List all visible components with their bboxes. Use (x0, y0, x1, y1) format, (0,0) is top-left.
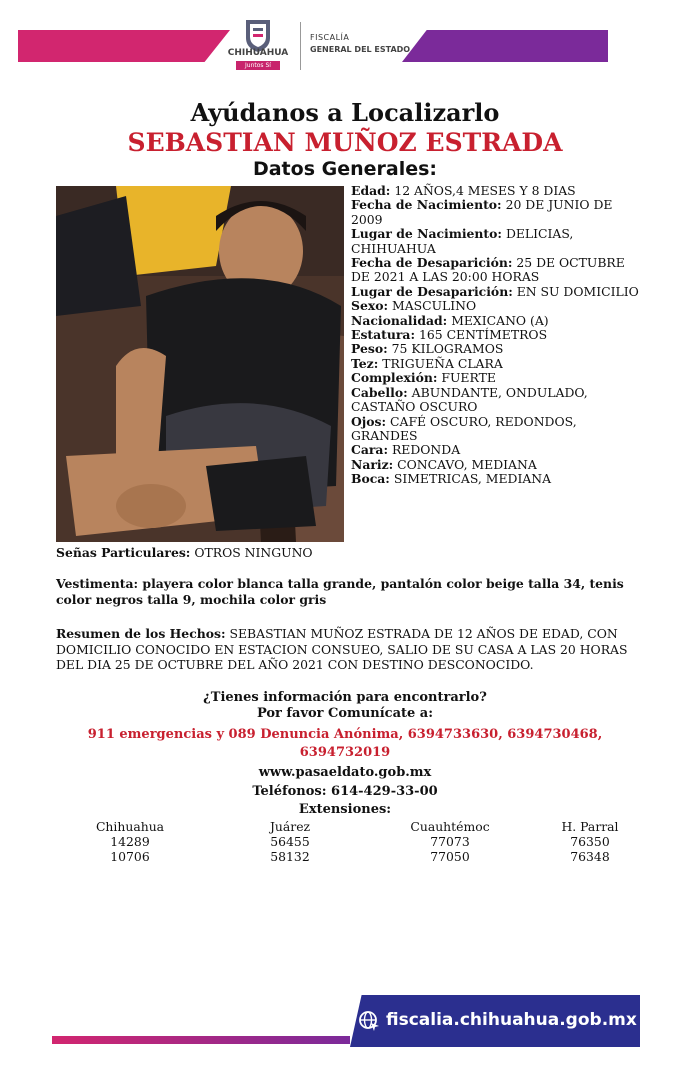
info-label: Lugar de Nacimiento: (351, 226, 502, 242)
extension-city: H. Parral (561, 819, 619, 834)
distinguishing-marks (56, 545, 656, 560)
info-label: Nariz: (351, 456, 394, 472)
extensions-label: Extensiones: (298, 802, 392, 817)
general-data-list (351, 184, 641, 487)
info-label: Fecha de Desaparición: (351, 255, 513, 271)
vestimenta-label: Vestimenta: (56, 576, 139, 591)
resumen-value: SEBASTIAN MUÑOZ ESTRADA DE 12 AÑOS DE EDAD, CON DOMICILIO CONOCIDO EN ESTACION CONSUEO, SALIO DE SU CASA A LAS 20 HORAS DEL DIA 25 DE OCTUBRE DEL AÑO 2021 CON DESTINO DESCONOCIDO. (56, 626, 628, 672)
phones: Teléfonos: 614-429-33-00 (252, 784, 438, 799)
logo-badge: Juntos Sí podemos (236, 61, 280, 70)
info-value: SIMETRICAS, MEDIANA (389, 471, 552, 487)
info-value: ABUNDANTE, ONDULADO, CASTAÑO OSCURO (351, 384, 588, 415)
extension-number: 76350 (570, 834, 610, 849)
info-value: EN SU DOMICILIO (512, 283, 639, 299)
info-row (351, 371, 641, 385)
info-row (351, 443, 641, 457)
missing-person-photo (56, 186, 344, 542)
info-label: Sexo: (351, 298, 389, 314)
info-label: Cara: (351, 442, 389, 458)
logo-text: CHIHUAHUA (227, 48, 289, 58)
info-label: Nacionalidad: (351, 312, 448, 328)
extension-number: 10706 (110, 849, 150, 864)
footer-url[interactable]: fiscalia.chihuahua.gob.mx (386, 1010, 637, 1030)
info-label: Ojos: (351, 413, 387, 429)
info-value: FUERTE (437, 370, 496, 386)
info-value: 12 AÑOS,4 MESES Y 8 DIAS (390, 183, 576, 198)
agency-subtitle: GENERAL DEL ESTADO (310, 45, 411, 54)
extension-column (390, 819, 510, 864)
header-divider (300, 22, 301, 70)
contact-question: ¿Tienes información para encontrarlo? (203, 690, 487, 705)
info-label: Estatura: (351, 327, 416, 343)
info-value: DELICIAS, CHIHUAHUA (351, 226, 574, 256)
info-value: CAFÉ OSCURO, REDONDOS, GRANDES (351, 413, 577, 443)
info-row (351, 472, 641, 486)
footer-gradient-line (52, 1036, 350, 1044)
info-label: Lugar de Desaparición: (351, 283, 513, 299)
info-value: MEXICANO (A) (447, 312, 549, 328)
extension-column (530, 819, 650, 864)
info-row (351, 314, 641, 328)
info-value: MASCULINO (388, 298, 477, 314)
emergency-numbers-line1: 911 emergencias y 089 Denuncia Anónima, 6394733630, 6394730468, (87, 727, 603, 742)
senas-value: OTROS NINGUNO (190, 545, 313, 560)
summary-paragraph (56, 626, 656, 673)
info-label: Boca: (351, 471, 390, 487)
extension-city: Juárez (269, 819, 311, 834)
info-value: REDONDA (388, 442, 461, 458)
info-row (351, 342, 641, 356)
info-value: 20 DE JUNIO DE 2009 (351, 197, 613, 227)
info-row (351, 415, 641, 444)
extension-number: 76348 (570, 849, 610, 864)
info-label: Complexión: (351, 370, 438, 386)
extension-city: Cuauhtémoc (410, 819, 490, 834)
info-row (351, 256, 641, 285)
info-label: Peso: (351, 341, 388, 357)
extension-number: 14289 (110, 834, 150, 849)
contact-please: Por favor Comunícate a: (256, 706, 434, 721)
info-value: CONCAVO, MEDIANA (393, 456, 537, 472)
info-value: 165 CENTÍMETROS (415, 327, 548, 343)
extension-column (230, 819, 350, 864)
info-row (351, 458, 641, 472)
vestimenta-value: playera color blanca talla grande, pantalón color beige talla 34, tenis color negros talla 9, mochila color gris (56, 576, 624, 607)
info-value: TRIGUEÑA CLARA (378, 355, 503, 371)
extension-column (70, 819, 190, 864)
clothing-paragraph (56, 576, 656, 607)
info-label: Tez: (351, 355, 379, 371)
header-magenta-bar (18, 30, 230, 62)
extension-city: Chihuahua (95, 819, 165, 834)
section-title: Datos Generales: (252, 158, 438, 180)
agency-label: FISCALÍA (310, 33, 350, 42)
extension-number: 77073 (430, 834, 470, 849)
info-row (351, 299, 641, 313)
extension-number: 58132 (270, 849, 310, 864)
info-label: Cabello: (351, 384, 408, 400)
info-row (351, 328, 641, 342)
header-purple-bar (402, 30, 608, 62)
info-label: Fecha de Nacimiento: (351, 197, 502, 213)
website-link[interactable]: www.pasaeldato.gob.mx (258, 765, 432, 780)
extension-number: 56455 (270, 834, 310, 849)
info-row (351, 285, 641, 299)
headline: Ayúdanos a Localizarlo (190, 98, 500, 127)
resumen-label: Resumen de los Hechos: (56, 626, 226, 641)
info-row (351, 227, 641, 256)
info-label: Edad: (351, 183, 391, 198)
missing-person-name: SEBASTIAN MUÑOZ ESTRADA (127, 128, 563, 157)
web-cursor-icon (358, 1010, 380, 1032)
info-row (351, 184, 641, 198)
extension-number: 77050 (430, 849, 470, 864)
emergency-numbers-line2: 6394732019 (299, 745, 391, 760)
info-value: 25 DE OCTUBRE DE 2021 A LAS 20:00 HORAS (351, 255, 625, 285)
info-row (351, 198, 641, 227)
senas-label: Señas Particulares: (56, 545, 191, 560)
info-row (351, 386, 641, 415)
info-row (351, 357, 641, 371)
info-value: 75 KILOGRAMOS (387, 341, 504, 357)
